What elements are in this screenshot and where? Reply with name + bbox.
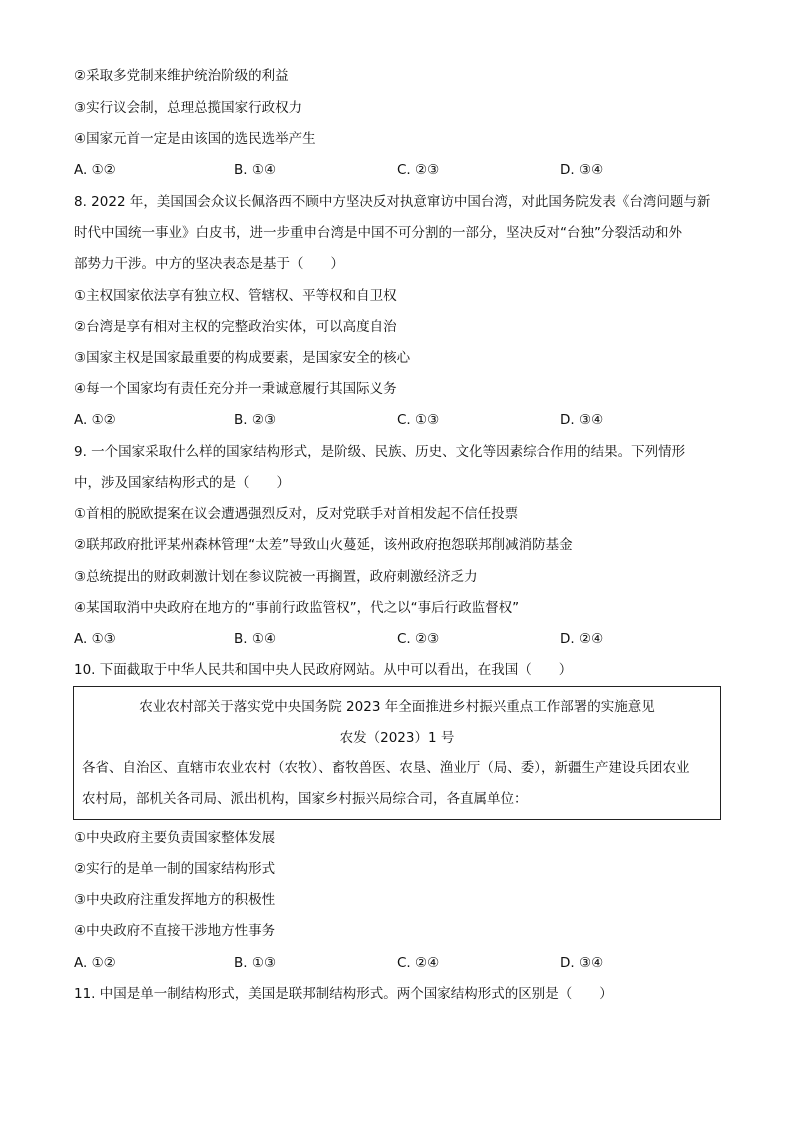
q9-statement-3: ③总统提出的财政刺激计划在参议院被一再搁置，政府刺激经济乏力 <box>74 569 478 585</box>
q10-excerpt-doc-number: 农发（2023）1 号 <box>339 730 455 746</box>
q7-statement-4: ④国家元首一定是由该国的选民选举产生 <box>74 131 316 147</box>
q8-stem-line-1: 8. 2022 年，美国国会众议长佩洛西不顾中方坚决反对执意窜访中国台湾，对此国务院发表《台湾问题与新 <box>74 194 711 210</box>
q8-stem-line-2: 时代中国统一事业》白皮书，进一步重申台湾是中国不可分割的一部分，坚决反对“台独”分裂活动和外 <box>74 225 682 241</box>
q10-option-d[interactable]: D. ③④ <box>560 955 604 971</box>
q9-stem-line-2: 中，涉及国家结构形式的是（ ） <box>74 475 290 491</box>
q8-statement-3: ③国家主权是国家最重要的构成要素，是国家安全的核心 <box>74 350 411 366</box>
q9-statement-2: ②联邦政府批评某州森林管理“太差”导致山火蔓延，该州政府抱怨联邦削减消防基金 <box>74 537 573 553</box>
q9-statement-4: ④某国取消中央政府在地方的“事前行政监管权”，代之以“事后行政监督权” <box>74 600 520 616</box>
q10-option-b[interactable]: B. ①③ <box>234 955 277 971</box>
q10-excerpt-box <box>73 686 721 820</box>
q8-option-d[interactable]: D. ③④ <box>560 412 604 428</box>
q9-option-a[interactable]: A. ①③ <box>74 631 116 647</box>
q10-stem: 10. 下面截取于中华人民共和国中央人民政府网站。从中可以看出，在我国（ ） <box>74 662 573 678</box>
q7-statement-3: ③实行议会制，总理总揽国家行政权力 <box>74 100 303 116</box>
q7-option-a[interactable]: A. ①② <box>74 162 116 178</box>
q10-statement-3: ③中央政府注重发挥地方的积极性 <box>74 892 276 908</box>
q10-excerpt-recipients-line-1: 各省、自治区、直辖市农业农村（农牧）、畜牧兽医、农垦、渔业厅（局、委），新疆生产建设兵团农业 <box>82 760 690 776</box>
q9-option-d[interactable]: D. ②④ <box>560 631 604 647</box>
q11-stem: 11. 中国是单一制结构形式，美国是联邦制结构形式。两个国家结构形式的区别是（ ） <box>74 986 613 1002</box>
q8-options <box>74 410 634 430</box>
q8-option-c[interactable]: C. ①③ <box>397 412 440 428</box>
q8-option-a[interactable]: A. ①② <box>74 412 116 428</box>
q8-stem-line-3: 部势力干涉。中方的坚决表态是基于（ ） <box>74 256 344 272</box>
q7-statement-2: ②采取多党制来维护统治阶级的利益 <box>74 68 289 84</box>
q10-option-a[interactable]: A. ①② <box>74 955 116 971</box>
q8-statement-4: ④每一个国家均有责任充分并一秉诚意履行其国际义务 <box>74 381 397 397</box>
q8-option-b[interactable]: B. ②③ <box>234 412 277 428</box>
q10-excerpt-recipients-line-2: 农村局，部机关各司局、派出机构，国家乡村振兴局综合司，各直属单位： <box>82 791 528 807</box>
q10-options <box>74 953 634 973</box>
q7-option-d[interactable]: D. ③④ <box>560 162 604 178</box>
q9-stem-line-1: 9. 一个国家采取什么样的国家结构形式，是阶级、民族、历史、文化等因素综合作用的结果。下列情形 <box>74 444 686 460</box>
q10-statement-2: ②实行的是单一制的国家结构形式 <box>74 861 276 877</box>
q10-statement-1: ①中央政府主要负责国家整体发展 <box>74 830 276 846</box>
q10-option-c[interactable]: C. ②④ <box>397 955 440 971</box>
q10-statement-4: ④中央政府不直接干涉地方性事务 <box>74 923 276 939</box>
q9-option-b[interactable]: B. ①④ <box>234 631 277 647</box>
q9-option-c[interactable]: C. ②③ <box>397 631 440 647</box>
q7-option-c[interactable]: C. ②③ <box>397 162 440 178</box>
q10-excerpt-title: 农业农村部关于落实党中央国务院 2023 年全面推进乡村振兴重点工作部署的实施意见 <box>139 699 655 715</box>
q9-statement-1: ①首相的脱欧提案在议会遭遇强烈反对，反对党联手对首相发起不信任投票 <box>74 506 519 522</box>
q9-options <box>74 629 634 649</box>
q7-options <box>74 160 634 180</box>
q8-statement-2: ②台湾是享有相对主权的完整政治实体，可以高度自治 <box>74 319 397 335</box>
q7-option-b[interactable]: B. ①④ <box>234 162 277 178</box>
q8-statement-1: ①主权国家依法享有独立权、管辖权、平等权和自卫权 <box>74 288 397 304</box>
